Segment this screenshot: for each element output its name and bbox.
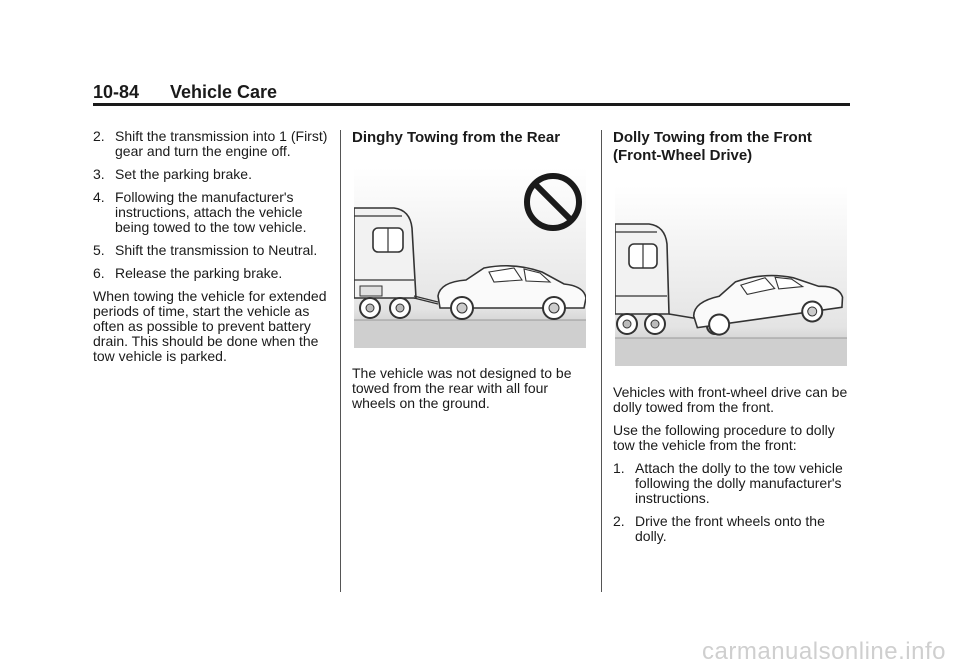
list-item: 6. Release the parking brake. [93, 265, 283, 281]
column-3 [613, 129, 853, 165]
towing-paragraph: When towing the vehicle for extended periods of time, start the vehicle as often as possible to prevent battery drain. This should be done when the tow vehicle is parked. [93, 288, 327, 364]
header-rule [93, 103, 850, 106]
dolly-heading-line2: (Front-Wheel Drive) [613, 147, 753, 164]
list-item: 4. Following the manufacturer's instructions, attach the vehicle being towed to the tow vehicle. [93, 189, 307, 235]
column-divider-right [601, 130, 602, 592]
watermark: carmanualsonline.info [702, 638, 946, 665]
dolly-paragraph-1: Vehicles with front-wheel drive can be dolly towed from the front. [613, 384, 848, 415]
section-title: Vehicle Care [170, 82, 278, 102]
dolly-heading-line1: Dolly Towing from the Front [613, 129, 812, 146]
list-item: 2. Shift the transmission into 1 (First) gear and turn the engine off. [93, 128, 328, 159]
dolly-paragraph-2: Use the following procedure to dolly tow the vehicle from the front: [613, 422, 835, 453]
list-item: 3. Set the parking brake. [93, 166, 252, 182]
dinghy-heading: Dinghy Towing from the Rear [352, 129, 561, 146]
list-item: 1. Attach the dolly to the tow vehicle following the dolly manufacturer's instructions. [613, 460, 843, 506]
column-2-text [352, 366, 592, 419]
dinghy-towing-illustration [354, 168, 586, 348]
list-item: 2. Drive the front wheels onto the dolly. [613, 513, 825, 544]
column-3-text [613, 385, 853, 552]
list-item: 5. Shift the transmission to Neutral. [93, 242, 318, 258]
page-number: 10-84 [93, 82, 140, 102]
dolly-towing-illustration [615, 186, 847, 366]
column-1 [93, 129, 333, 372]
column-divider-left [340, 130, 341, 592]
dinghy-paragraph: The vehicle was not designed to be towed from the rear with all four wheels on the ground. [352, 365, 572, 411]
column-2 [352, 129, 592, 147]
